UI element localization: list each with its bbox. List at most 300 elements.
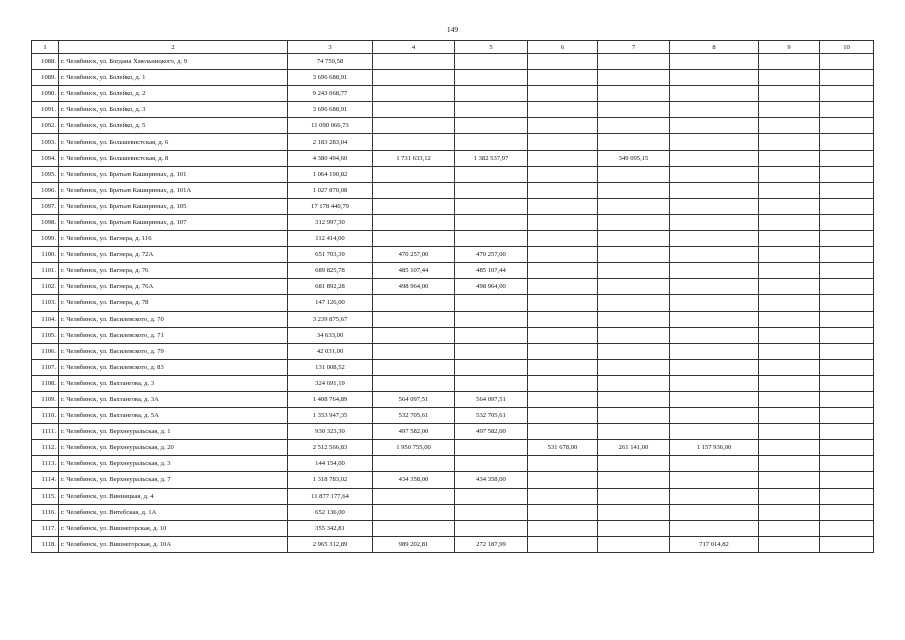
table-cell [820, 182, 874, 198]
table-cell [528, 488, 598, 504]
table-cell [528, 86, 598, 102]
table-cell [670, 295, 759, 311]
table-cell [820, 247, 874, 263]
table-cell [455, 231, 528, 247]
table-cell [528, 118, 598, 134]
table-cell [759, 86, 820, 102]
table-cell [455, 375, 528, 391]
table-cell [670, 198, 759, 214]
table-cell [598, 54, 670, 70]
table-cell: 1 408 764,89 [288, 391, 373, 407]
table-row [32, 150, 874, 166]
table-cell [820, 263, 874, 279]
table-cell: 1 382 537,97 [455, 150, 528, 166]
table-row [32, 86, 874, 102]
table-cell: 1093. [32, 134, 59, 150]
table-cell [373, 504, 455, 520]
table-cell [759, 311, 820, 327]
table-cell [759, 214, 820, 230]
table-cell [820, 359, 874, 375]
table-cell: 651 703,39 [288, 247, 373, 263]
table-cell [598, 102, 670, 118]
table-cell: 261 141,00 [598, 440, 670, 456]
table-cell: 1088. [32, 54, 59, 70]
table-cell [528, 311, 598, 327]
table-cell: 1106. [32, 343, 59, 359]
table-cell [528, 263, 598, 279]
table-cell [528, 472, 598, 488]
table-cell [373, 198, 455, 214]
table-cell: 485 107,44 [455, 263, 528, 279]
table-cell [670, 214, 759, 230]
table-row [32, 440, 874, 456]
table-cell: 1 318 783,02 [288, 472, 373, 488]
table-cell: 1 731 633,12 [373, 150, 455, 166]
table-cell [670, 54, 759, 70]
table-row [32, 359, 874, 375]
table-cell [455, 456, 528, 472]
table-cell [759, 424, 820, 440]
table-cell: г. Челябинск, ул. Вагнера, д. 72А [59, 247, 288, 263]
table-cell: 485 107,44 [373, 263, 455, 279]
table-row [32, 118, 874, 134]
column-header: 10 [820, 41, 874, 54]
table-cell: 272 187,99 [455, 536, 528, 552]
column-header: 2 [59, 41, 288, 54]
table-cell [455, 70, 528, 86]
table-cell [820, 520, 874, 536]
table-cell [759, 70, 820, 86]
table-cell [759, 247, 820, 263]
table-cell: г. Челябинск, ул. Вахтангова, д. 5А [59, 408, 288, 424]
table-cell: 1090. [32, 86, 59, 102]
table-cell: 1114. [32, 472, 59, 488]
table-cell: г. Челябинск, ул. Вагнера, д. 76 [59, 263, 288, 279]
table-cell [455, 504, 528, 520]
table-cell: 1107. [32, 359, 59, 375]
table-cell: г. Челябинск, ул. Витебская, д. 1А [59, 504, 288, 520]
table-cell [820, 440, 874, 456]
table-cell [455, 311, 528, 327]
table-cell: 4 380 494,60 [288, 150, 373, 166]
table-cell [528, 198, 598, 214]
table-cell [528, 536, 598, 552]
table-cell [598, 295, 670, 311]
column-header: 4 [373, 41, 455, 54]
table-cell [455, 54, 528, 70]
table-cell: 112 414,00 [288, 231, 373, 247]
table-cell [598, 375, 670, 391]
table-cell: г. Челябинск, ул. Верхнеуральская, д. 3 [59, 456, 288, 472]
table-cell: 1102. [32, 279, 59, 295]
table-cell [759, 472, 820, 488]
table-cell [598, 520, 670, 536]
table-cell [528, 134, 598, 150]
table-cell [670, 391, 759, 407]
table-cell [528, 520, 598, 536]
table-cell [528, 247, 598, 263]
table-cell [820, 472, 874, 488]
table-cell: 1113. [32, 456, 59, 472]
table-cell: г. Челябинск, ул. Братьев Кашириных, д. 101А [59, 182, 288, 198]
table-cell [598, 231, 670, 247]
table-cell [759, 166, 820, 182]
table-cell [670, 311, 759, 327]
table-cell [528, 295, 598, 311]
table-cell [528, 359, 598, 375]
table-row [32, 488, 874, 504]
table-cell: 1 157 936,00 [670, 440, 759, 456]
table-cell [670, 424, 759, 440]
table-row [32, 102, 874, 118]
column-header: 8 [670, 41, 759, 54]
table-cell: 681 892,28 [288, 279, 373, 295]
table-cell: 3 239 875,67 [288, 311, 373, 327]
table-cell [598, 198, 670, 214]
table-cell [528, 391, 598, 407]
table-cell [598, 456, 670, 472]
table-cell [820, 86, 874, 102]
table-cell [528, 279, 598, 295]
table-row [32, 456, 874, 472]
table-cell: 1091. [32, 102, 59, 118]
table-cell [598, 279, 670, 295]
table-cell [759, 408, 820, 424]
table-cell [528, 375, 598, 391]
table-cell: г. Челябинск, ул. Вахтангова, д. 3А [59, 391, 288, 407]
table-cell: г. Челябинск, ул. Болейко, д. 5 [59, 118, 288, 134]
table-cell [455, 134, 528, 150]
table-cell [759, 440, 820, 456]
table-cell: 1115. [32, 488, 59, 504]
table-cell [820, 327, 874, 343]
table-row [32, 520, 874, 536]
table-cell [373, 134, 455, 150]
table-cell [598, 214, 670, 230]
table-cell [670, 118, 759, 134]
table-cell [670, 456, 759, 472]
table-cell [528, 424, 598, 440]
table-cell: 1100. [32, 247, 59, 263]
table-cell [598, 536, 670, 552]
table-cell: г. Челябинск, ул. Вишнегорская, д. 10А [59, 536, 288, 552]
table-cell [598, 359, 670, 375]
table-cell: 2 183 283,04 [288, 134, 373, 150]
table-cell [820, 456, 874, 472]
table-cell [820, 70, 874, 86]
table-cell [670, 375, 759, 391]
table-cell [670, 231, 759, 247]
register-table [31, 40, 874, 553]
table-row [32, 311, 874, 327]
table-cell [373, 343, 455, 359]
table-cell [759, 343, 820, 359]
table-cell [670, 263, 759, 279]
table-cell [528, 408, 598, 424]
table-cell [820, 118, 874, 134]
table-cell [373, 327, 455, 343]
table-cell: г. Челябинск, ул. Вагнера, д. 116 [59, 231, 288, 247]
table-cell: 652 136,00 [288, 504, 373, 520]
table-cell: г. Челябинск, ул. Верхнеуральская, д. 20 [59, 440, 288, 456]
table-cell: 498 964,00 [455, 279, 528, 295]
table-cell [670, 182, 759, 198]
table-cell: г. Челябинск, ул. Василевского, д. 71 [59, 327, 288, 343]
table-cell [759, 520, 820, 536]
table-cell: 531 678,00 [528, 440, 598, 456]
table-cell [759, 488, 820, 504]
table-cell [373, 214, 455, 230]
table-cell [528, 231, 598, 247]
table-cell [528, 54, 598, 70]
table-cell: г. Челябинск, ул. Богдана Хмельницкого, д. 9 [59, 54, 288, 70]
table-cell [670, 472, 759, 488]
table-cell [528, 214, 598, 230]
table-cell: 2 965 312,89 [288, 536, 373, 552]
table-cell [528, 166, 598, 182]
table-cell [759, 231, 820, 247]
table-cell [759, 54, 820, 70]
table-cell: 17 178 440,79 [288, 198, 373, 214]
table-cell [820, 311, 874, 327]
table-cell [820, 279, 874, 295]
table-row [32, 247, 874, 263]
table-cell [598, 472, 670, 488]
table-cell: 324 691,19 [288, 375, 373, 391]
table-cell: 1109. [32, 391, 59, 407]
table-cell [455, 520, 528, 536]
table-cell [759, 263, 820, 279]
table-cell [820, 150, 874, 166]
table-cell [373, 118, 455, 134]
table-cell [820, 102, 874, 118]
table-row [32, 375, 874, 391]
table-cell [670, 247, 759, 263]
table-cell: г. Челябинск, ул. Вахтангова, д. 3 [59, 375, 288, 391]
table-cell [759, 134, 820, 150]
table-cell [373, 54, 455, 70]
table-cell [759, 295, 820, 311]
table-cell: г. Челябинск, ул. Большевистская, д. 6 [59, 134, 288, 150]
table-cell [759, 327, 820, 343]
table-cell [373, 520, 455, 536]
table-cell [455, 214, 528, 230]
column-header: 6 [528, 41, 598, 54]
table-cell [528, 182, 598, 198]
table-cell: 1 027 870,08 [288, 182, 373, 198]
table-cell: 1 064 190,82 [288, 166, 373, 182]
table-cell: г. Челябинск, ул. Верхнеуральская, д. 1 [59, 424, 288, 440]
table-cell [598, 424, 670, 440]
table-cell [598, 327, 670, 343]
table-cell [598, 70, 670, 86]
table-cell [820, 54, 874, 70]
table-cell [820, 536, 874, 552]
table-cell [759, 391, 820, 407]
table-cell: 3 696 688,91 [288, 70, 373, 86]
table-row [32, 231, 874, 247]
table-row [32, 198, 874, 214]
table-cell [455, 86, 528, 102]
table-cell [670, 86, 759, 102]
table-cell [759, 198, 820, 214]
table-cell [373, 456, 455, 472]
table-cell [598, 488, 670, 504]
table-cell: г. Челябинск, ул. Василевского, д. 70 [59, 311, 288, 327]
table-cell [373, 102, 455, 118]
table-cell [528, 70, 598, 86]
table-cell [598, 311, 670, 327]
table-cell: 3 696 688,91 [288, 102, 373, 118]
table-cell [670, 359, 759, 375]
table-cell [455, 440, 528, 456]
table-cell: 1096. [32, 182, 59, 198]
table-cell [670, 327, 759, 343]
table-cell [670, 279, 759, 295]
table-cell [455, 359, 528, 375]
table-cell [528, 456, 598, 472]
table-row [32, 391, 874, 407]
table-cell [373, 231, 455, 247]
table-cell [759, 118, 820, 134]
table-cell [759, 102, 820, 118]
table-cell: 1099. [32, 231, 59, 247]
column-header: 9 [759, 41, 820, 54]
table-cell [373, 295, 455, 311]
table-cell [820, 391, 874, 407]
table-cell: 1 353 947,35 [288, 408, 373, 424]
table-cell [670, 70, 759, 86]
table-cell: 497 582,00 [373, 424, 455, 440]
table-cell [820, 343, 874, 359]
table-cell: 434 358,00 [455, 472, 528, 488]
table-cell: 11 877 177,64 [288, 488, 373, 504]
table-row [32, 214, 874, 230]
table-cell [598, 391, 670, 407]
table-cell [820, 231, 874, 247]
table-cell [759, 359, 820, 375]
table-cell [759, 504, 820, 520]
table-cell [820, 504, 874, 520]
table-body [32, 54, 874, 553]
table-cell: г. Челябинск, ул. Вагнера, д. 76А [59, 279, 288, 295]
table-cell: 689 825,78 [288, 263, 373, 279]
table-cell: 147 126,00 [288, 295, 373, 311]
table-cell: 1098. [32, 214, 59, 230]
table-cell: 2 512 566,83 [288, 440, 373, 456]
table-cell [598, 247, 670, 263]
table-cell: г. Челябинск, ул. Василевского, д. 79 [59, 343, 288, 359]
table-cell [455, 343, 528, 359]
table-row [32, 166, 874, 182]
table-cell [373, 311, 455, 327]
table-cell [373, 166, 455, 182]
table-cell [670, 134, 759, 150]
table-cell [373, 182, 455, 198]
table-cell: 1117. [32, 520, 59, 536]
table-row [32, 134, 874, 150]
table-cell: г. Челябинск, ул. Винницкая, д. 4 [59, 488, 288, 504]
table-cell: 434 358,00 [373, 472, 455, 488]
table-row [32, 472, 874, 488]
table-row [32, 54, 874, 70]
table-cell: г. Челябинск, ул. Братьев Кашириных, д. 107 [59, 214, 288, 230]
table-cell [759, 279, 820, 295]
table-row [32, 70, 874, 86]
table-cell: 74 759,58 [288, 54, 373, 70]
table-cell [598, 408, 670, 424]
table-cell: г. Челябинск, ул. Братьев Кашириных, д. 105 [59, 198, 288, 214]
table-row [32, 182, 874, 198]
table-cell [670, 488, 759, 504]
table-cell [820, 134, 874, 150]
table-cell [820, 488, 874, 504]
table-cell [455, 198, 528, 214]
table-cell [598, 118, 670, 134]
table-cell [820, 295, 874, 311]
table-cell: г. Челябинск, ул. Братьев Кашириных, д. 101 [59, 166, 288, 182]
table-cell [455, 182, 528, 198]
table-cell [373, 375, 455, 391]
table-cell [670, 102, 759, 118]
table-cell: 1 950 755,00 [373, 440, 455, 456]
table-cell: 1116. [32, 504, 59, 520]
table-cell: г. Челябинск, ул. Болейко, д. 2 [59, 86, 288, 102]
table-cell: 497 582,00 [455, 424, 528, 440]
table-cell [670, 408, 759, 424]
table-cell [820, 424, 874, 440]
table-cell [528, 150, 598, 166]
table-cell [598, 263, 670, 279]
table-cell: 1111. [32, 424, 59, 440]
table-cell [455, 488, 528, 504]
table-cell: 34 633,00 [288, 327, 373, 343]
table-row [32, 504, 874, 520]
table-cell [373, 70, 455, 86]
table-cell: 144 154,00 [288, 456, 373, 472]
table-cell: 532 705,61 [455, 408, 528, 424]
column-header: 3 [288, 41, 373, 54]
table-cell [455, 327, 528, 343]
table-cell: 470 257,00 [373, 247, 455, 263]
table-cell: 1104. [32, 311, 59, 327]
table-cell [528, 504, 598, 520]
table-cell [820, 214, 874, 230]
table-cell: 532 705,61 [373, 408, 455, 424]
page-number: 149 [446, 25, 459, 34]
table-cell [528, 102, 598, 118]
table-cell: 1108. [32, 375, 59, 391]
table-cell: 131 008,52 [288, 359, 373, 375]
table-cell [670, 166, 759, 182]
table-cell: 1101. [32, 263, 59, 279]
table-row [32, 536, 874, 552]
table-cell: 1103. [32, 295, 59, 311]
table-cell [820, 375, 874, 391]
table-cell [670, 343, 759, 359]
table-cell [670, 150, 759, 166]
table-cell [670, 520, 759, 536]
table-cell: 355 342,81 [288, 520, 373, 536]
table-cell: 1094. [32, 150, 59, 166]
table-cell: 498 964,00 [373, 279, 455, 295]
table-cell: г. Челябинск, ул. Василевского, д. 83 [59, 359, 288, 375]
table-cell [759, 150, 820, 166]
table-row [32, 343, 874, 359]
table-cell [759, 375, 820, 391]
table-cell [455, 166, 528, 182]
table-row [32, 263, 874, 279]
